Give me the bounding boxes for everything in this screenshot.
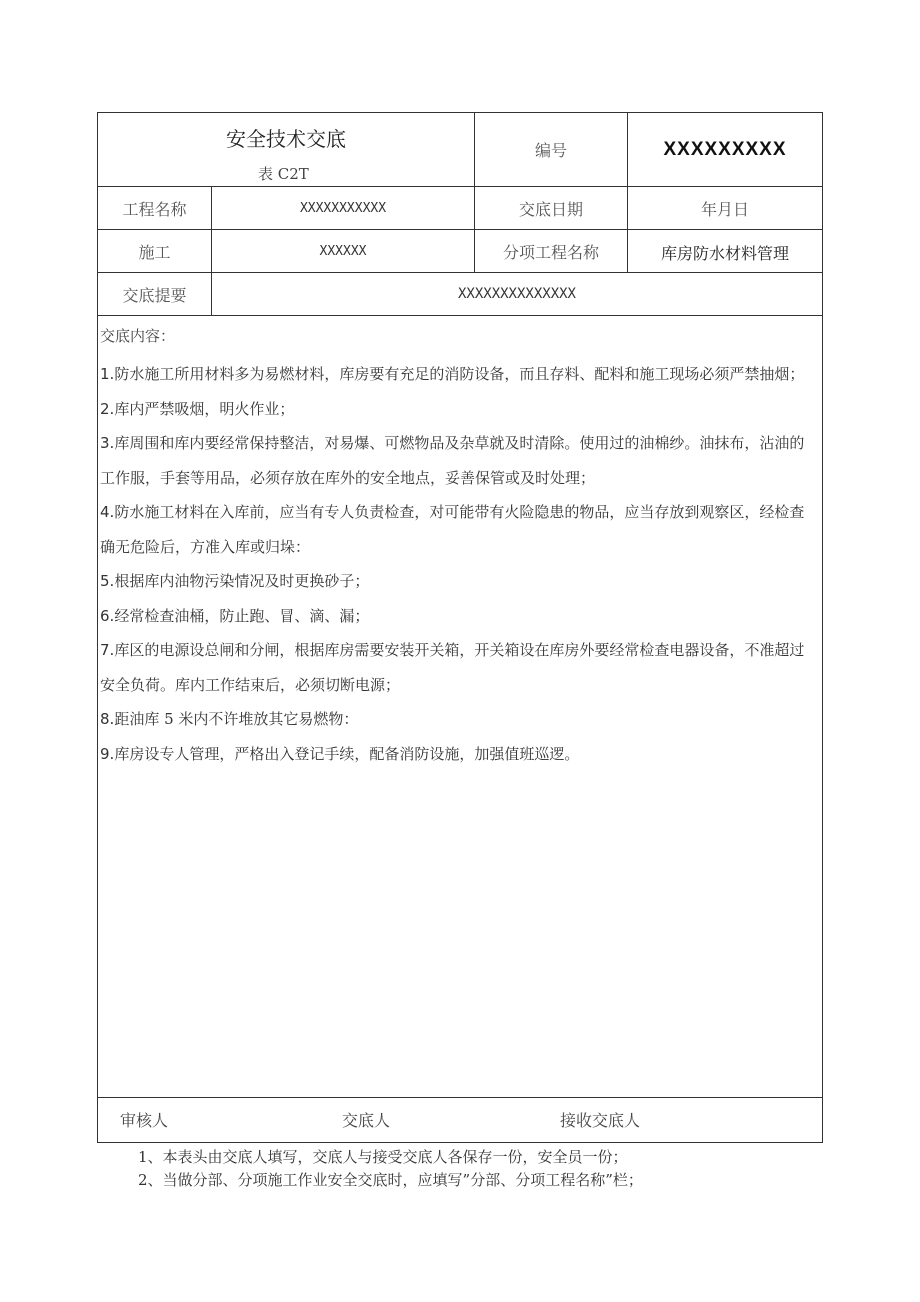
content-item-number: 6.	[100, 606, 115, 625]
content-item	[100, 357, 818, 392]
content-item	[100, 495, 818, 564]
construction-value: XXXXXX	[319, 243, 367, 259]
content-item-number: 4.	[100, 503, 115, 521]
summary-label: 交底提要	[122, 285, 187, 305]
reviewer-label: 审核人	[120, 1111, 169, 1130]
content-item-text: 库周围和库内要经常保持整洁，对易爆、可燃物品及杂草就及时清除。使用过的油棉纱。油抹布，沾油的工作服，手套等用品，必须存放在库外的安全地点，妥善保管或及时处理；	[100, 434, 805, 487]
project-name-value: XXXXXXXXXXX	[299, 200, 387, 216]
content-item-text: 防水施工材料在入库前，应当有专人负责检查，对可能带有火险隐患的物品，应当存放到观察区，经检查确无危险后，方准入库或归垛：	[100, 503, 805, 556]
footnote-2: 2、当做分部、分项施工作业安全交底时，应填写”分部、分项工程名称”栏；	[138, 1171, 643, 1189]
content-item-number: 3.	[100, 434, 115, 452]
safety-briefing-form	[97, 112, 823, 1143]
number-value: XXXXXXXXX	[663, 138, 787, 160]
presenter-label: 交底人	[342, 1111, 391, 1130]
content-item-text: 防水施工所用材料多为易燃材料，库房要有充足的消防设备，而且存料、配料和施工现场必须严禁抽烟；	[114, 365, 805, 383]
content-item-text: 经常检查油桶，防止跑、冒、滴、漏；	[114, 606, 370, 625]
content-item-text: 库房设专人管理，严格出入登记手续，配备消防设施，加强值班巡逻。	[114, 744, 580, 763]
content-item-number: 7.	[100, 641, 115, 659]
content-item-text: 库区的电源设总闸和分闸，根据库房需要安装开关箱，开关箱设在库房外要经常检查电器设备，不准超过安全负荷。库内工作结束后，必须切断电源；	[100, 641, 805, 694]
receiver-label: 接收交底人	[560, 1111, 641, 1130]
footnote-1: 1、本表头由交底人填写，交底人与接受交底人各保存一份，安全员一份；	[138, 1148, 628, 1166]
content-item-number: 2.	[100, 399, 115, 418]
form-subtitle: 表 C2T	[258, 165, 309, 183]
date-value: 年月日	[700, 199, 749, 219]
content-item	[100, 702, 818, 737]
content-item	[100, 564, 818, 599]
project-name-label: 工程名称	[122, 199, 187, 219]
date-label: 交底日期	[518, 199, 583, 219]
form-title: 安全技术交底	[226, 127, 346, 151]
content-item	[100, 633, 818, 702]
number-label: 编号	[534, 141, 567, 160]
content-item	[100, 737, 818, 772]
content-items	[100, 357, 818, 771]
content-item-number: 9.	[100, 744, 115, 763]
content-item-number: 8.	[100, 710, 115, 728]
summary-value: XXXXXXXXXXXXXX	[457, 286, 576, 302]
content-item	[100, 392, 818, 427]
content-item-text: 距油库 5 米内不许堆放其它易燃物：	[114, 710, 359, 728]
construction-label: 施工	[138, 242, 171, 262]
content-item-number: 5.	[100, 572, 115, 590]
content-label: 交底内容：	[100, 327, 176, 345]
subitem-label: 分项工程名称	[502, 242, 599, 262]
subitem-value: 库房防水材料管理	[660, 244, 789, 263]
content-item-text: 根据库内油物污染情况及时更换砂子；	[114, 572, 370, 590]
content-item-text: 库内严禁吸烟，明火作业；	[114, 399, 295, 418]
content-item	[100, 426, 818, 495]
content-item-number: 1.	[100, 365, 115, 383]
content-item	[100, 599, 818, 634]
